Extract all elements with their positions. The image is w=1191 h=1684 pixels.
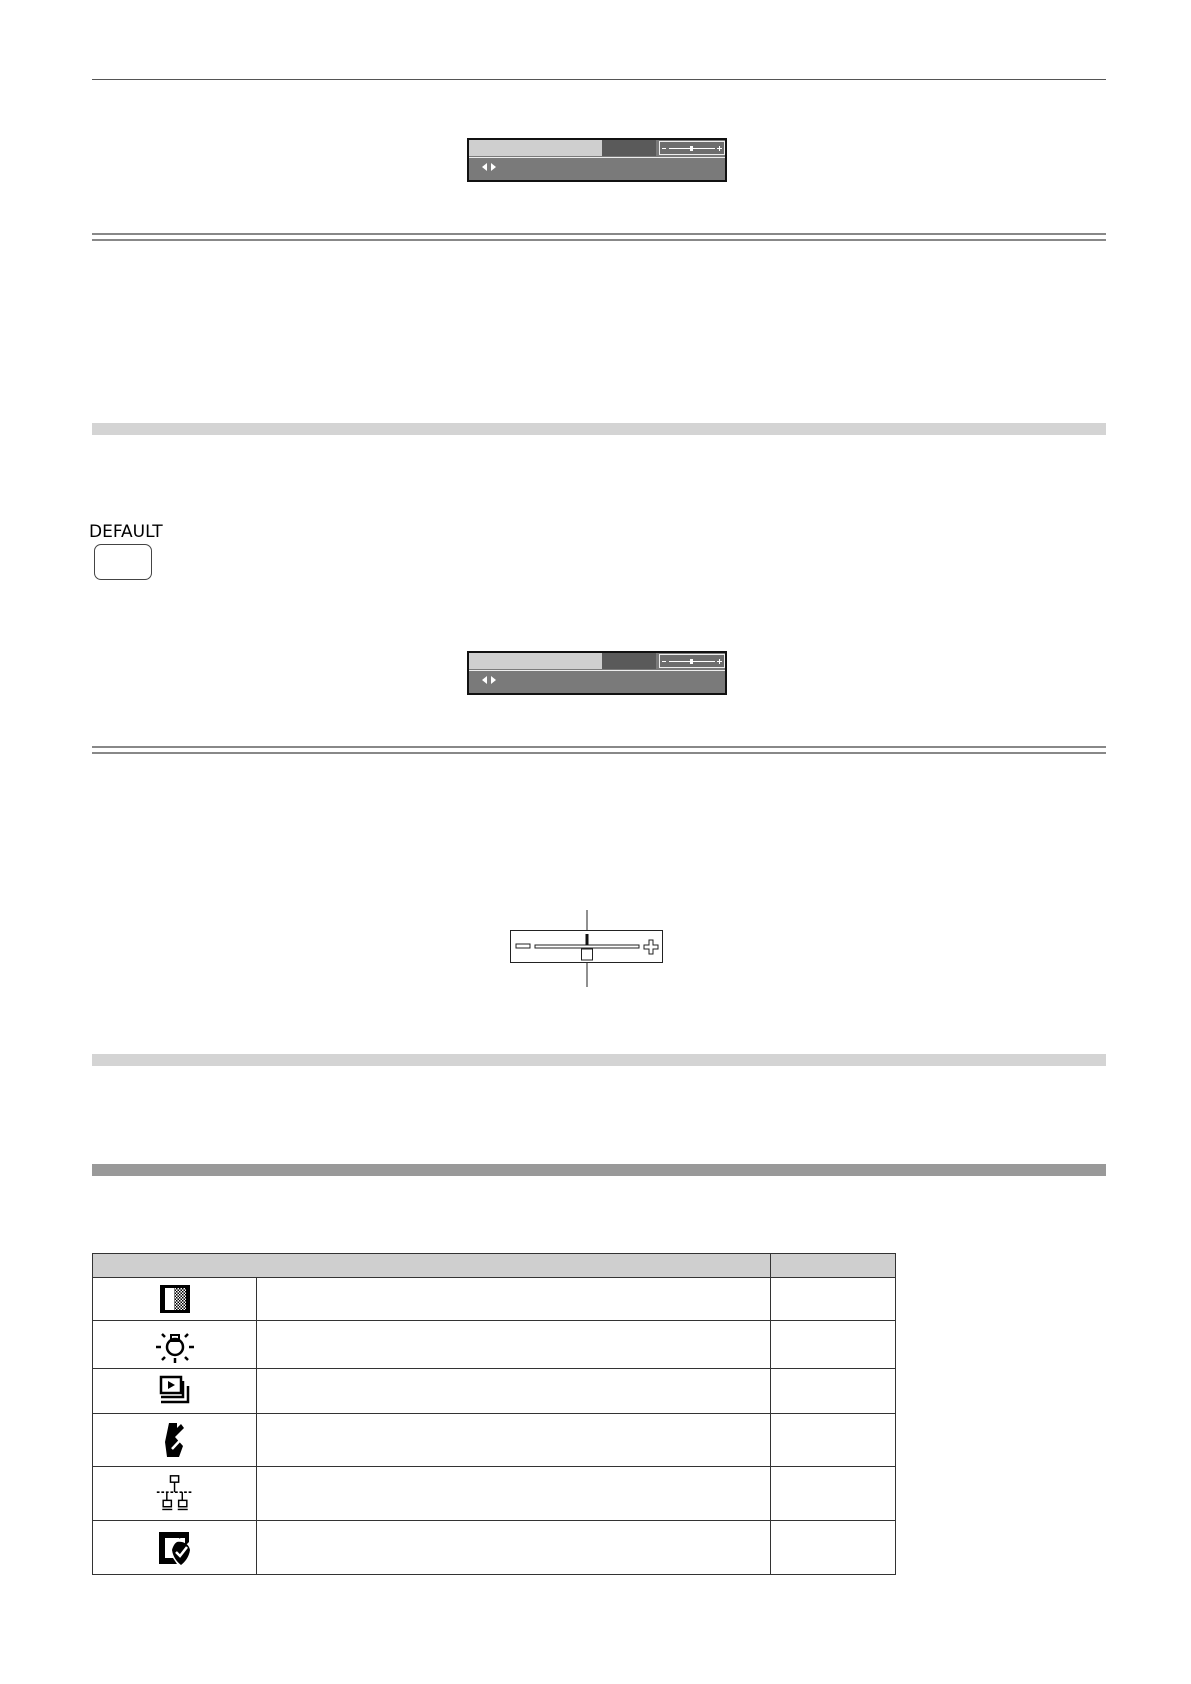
osd-value-cell bbox=[602, 653, 656, 669]
left-right-arrow-icon bbox=[482, 162, 496, 172]
table-cell-page bbox=[771, 1467, 896, 1521]
table-cell-icon bbox=[93, 1414, 257, 1467]
table-cell-page bbox=[771, 1369, 896, 1414]
table-cell-page bbox=[771, 1521, 896, 1575]
table-cell-description bbox=[257, 1414, 771, 1467]
table-cell-page bbox=[771, 1321, 896, 1369]
display-option-icon bbox=[155, 1371, 195, 1411]
left-right-arrow-icon bbox=[482, 675, 496, 685]
table-cell-icon bbox=[93, 1321, 257, 1369]
page-header-rule bbox=[92, 79, 1106, 80]
brightness-sun-icon bbox=[155, 1325, 195, 1365]
default-button[interactable] bbox=[94, 544, 152, 580]
table-cell-page bbox=[771, 1278, 896, 1321]
minus-icon bbox=[662, 148, 666, 149]
table-cell-description bbox=[257, 1467, 771, 1521]
default-button-label: DEFAULT bbox=[89, 522, 163, 542]
table-header-menu bbox=[93, 1254, 771, 1278]
adjustment-bar-diagram bbox=[505, 905, 670, 990]
table-row bbox=[93, 1467, 896, 1521]
security-icon bbox=[155, 1528, 195, 1568]
osd-adjustment-bar bbox=[659, 141, 725, 155]
table-cell-icon bbox=[93, 1369, 257, 1414]
table-header-row bbox=[93, 1254, 896, 1278]
minus-icon bbox=[516, 944, 530, 948]
picture-icon bbox=[155, 1279, 195, 1319]
section-divider-double bbox=[92, 233, 1106, 241]
table-cell-icon bbox=[93, 1521, 257, 1575]
default-value-marker bbox=[582, 949, 593, 960]
minus-icon bbox=[662, 661, 666, 662]
chapter-heading-band bbox=[92, 1164, 1106, 1176]
table-row bbox=[93, 1278, 896, 1321]
table-cell-page bbox=[771, 1414, 896, 1467]
main-menu-table bbox=[92, 1253, 896, 1575]
table-header-page bbox=[771, 1254, 896, 1278]
osd-value-cell bbox=[602, 140, 656, 156]
section-heading-band bbox=[92, 1054, 1106, 1066]
bar-knob bbox=[690, 146, 693, 151]
table-row bbox=[93, 1369, 896, 1414]
bar-track bbox=[535, 945, 639, 948]
table-row bbox=[93, 1321, 896, 1369]
projector-setting-icon bbox=[155, 1420, 195, 1460]
table-cell-icon bbox=[93, 1467, 257, 1521]
osd-adjustment-panel bbox=[467, 651, 727, 695]
table-cell-description bbox=[257, 1321, 771, 1369]
osd-adjustment-bar bbox=[659, 654, 725, 668]
table-row bbox=[93, 1521, 896, 1575]
current-value-marker bbox=[586, 934, 589, 945]
bar-knob bbox=[690, 659, 693, 664]
osd-item-label-cell bbox=[469, 653, 602, 669]
network-icon bbox=[155, 1474, 195, 1514]
table-cell-icon bbox=[93, 1278, 257, 1321]
table-cell-description bbox=[257, 1521, 771, 1575]
table-row bbox=[93, 1414, 896, 1467]
table-cell-description bbox=[257, 1369, 771, 1414]
osd-adjustment-panel bbox=[467, 138, 727, 182]
section-divider-double bbox=[92, 746, 1106, 754]
osd-item-label-cell bbox=[469, 140, 602, 156]
table-cell-description bbox=[257, 1278, 771, 1321]
section-heading-band bbox=[92, 423, 1106, 435]
